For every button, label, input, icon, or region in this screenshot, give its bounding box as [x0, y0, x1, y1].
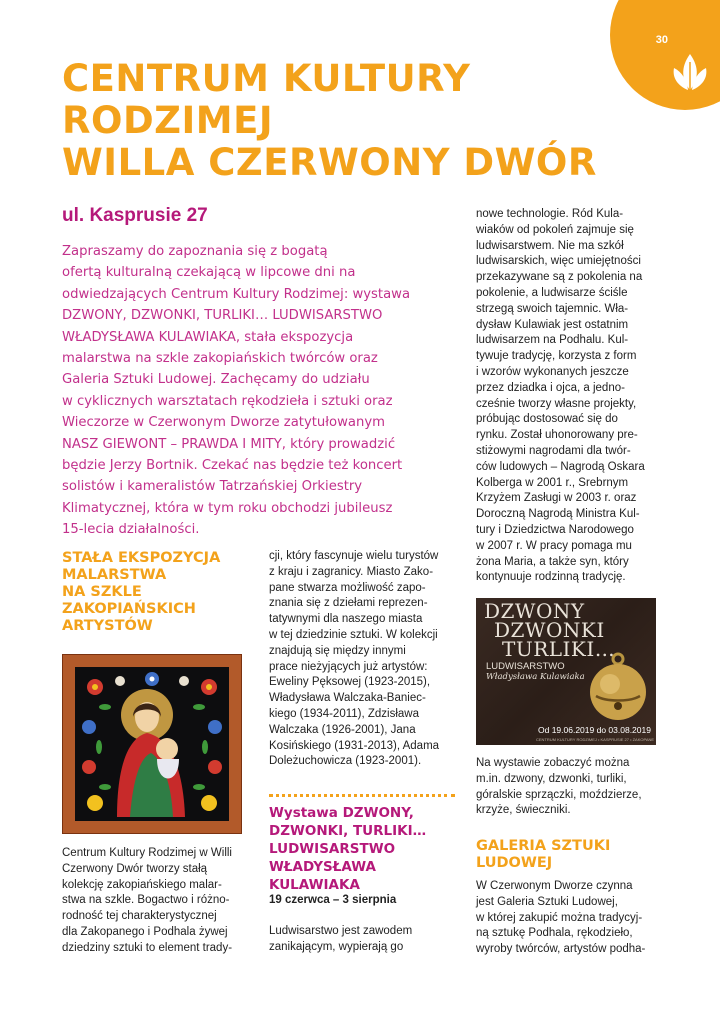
intro-line: DZWONY, DZWONKI, TURLIKI… LUDWISARSTWO — [62, 308, 383, 324]
text-line: ną sztukę Podhala, rękodzieło, — [476, 927, 633, 940]
poster-title-line: TURLIKI… — [502, 637, 616, 661]
intro-line: NASZ GIEWONT – PRAWDA I MITY, który prowadzić — [62, 436, 396, 452]
heading-line: NA SZKLE — [62, 584, 142, 600]
poster-title-line: DZWONKI — [494, 618, 605, 642]
text-line: Krzyżem Zasługi w 2003 r. oraz — [476, 492, 637, 505]
text-line: ludwisarskich, więc umiejętności — [476, 255, 641, 268]
text-line: pane stwarza możliwość zapo- — [269, 581, 426, 594]
heading-line: LUDOWEJ — [476, 855, 553, 871]
text-line: rynku. Został uhonorowany pre- — [476, 429, 638, 442]
intro-line: WŁADYSŁAWA KULAWIAKA, stała ekspozycja — [62, 329, 354, 345]
poster-subtitle-line: LUDWISARSTWO — [486, 661, 565, 672]
text-line: z kraju i zagranicy. Miasto Zako- — [269, 565, 434, 578]
text-line: dziedziny sztuki to element trady- — [62, 941, 233, 954]
text-line: przekazywane są z pokolenia na — [476, 271, 643, 284]
section-heading-gallery — [476, 838, 610, 872]
page-number: 30 — [655, 34, 668, 46]
text-line: stwa na szkle. Bogactwo i różno- — [62, 894, 230, 907]
heading-line: ZAKOPIAŃSKICH — [62, 601, 196, 617]
text-line: znajdują się między innymi — [269, 644, 406, 657]
text-line: Doleżuchowicza (1923-2001). — [269, 755, 422, 768]
page-title — [62, 58, 597, 184]
text-line: kiego (1934-2011), Zdzisława — [269, 707, 420, 720]
heading-line: WŁADYSŁAWA — [269, 859, 376, 875]
column3-text-top — [476, 207, 666, 586]
intro-line: Galeria Sztuki Ludowej. Zachęcamy do udziału — [62, 372, 370, 388]
poster-dates: Od 19.06.2019 do 03.08.2019 — [538, 725, 651, 735]
exhibition-dates: 19 czerwca – 3 sierpnia — [269, 894, 397, 906]
gallery-text — [476, 879, 666, 958]
text-line: w której zakupić można tradycyj- — [476, 911, 643, 924]
intro-line: będzie Jerzy Bortnik. Czekać nas będzie też koncert — [62, 458, 403, 474]
text-line: tury i Dziedzictwa Narodowego — [476, 523, 634, 536]
column3-text-mid — [476, 756, 666, 819]
text-line: ludwisarzem na Podhalu. Kul- — [476, 334, 629, 347]
painting-canvas — [75, 667, 229, 821]
text-line: Ludwisarstwo jest zawodem — [269, 925, 413, 937]
madonna-painting-illustration — [75, 667, 229, 821]
text-line: Eweliny Pęksowej (1923-2015), — [269, 676, 431, 689]
poster-title-line: DZWONY — [484, 599, 585, 623]
exhibition-text — [269, 924, 459, 956]
text-line: Kosińskiego (1931-2013), Adama — [269, 739, 440, 752]
heading-line: Wystawa DZWONY, — [269, 805, 414, 821]
heading-line: KULAWIAKA — [269, 877, 360, 893]
heading-line: GALERIA SZTUKI — [476, 838, 611, 854]
text-line: W Czerwonym Dworze czynna — [476, 880, 633, 892]
text-line: jest Galeria Sztuki Ludowej, — [476, 895, 618, 908]
poster-title — [484, 599, 616, 661]
intro-line: Wieczorze w Czerwonym Dworze zatytułowanym — [62, 415, 385, 431]
text-line: strzegą swoich tajemnic. Wła- — [476, 302, 629, 315]
text-line: żona Maria, a także syn, który — [476, 555, 629, 568]
dotted-divider — [269, 794, 455, 797]
poster-author: Władysława Kulawiaka — [486, 672, 585, 682]
address: ul. Kasprusie 27 — [62, 205, 208, 226]
title-line: RODZIMEJ — [62, 99, 274, 142]
glass-painting-image — [62, 654, 242, 834]
painting-section-text — [62, 846, 252, 957]
text-line: Kolberga w 2001 r., Srebrnym — [476, 476, 629, 489]
text-line: Centrum Kultury Rodzimej w Willi — [62, 847, 232, 859]
text-line: stiżowymi nagrodami dla twór- — [476, 444, 631, 457]
exhibition-poster-image — [476, 598, 656, 745]
text-line: kontynuuje rodzinną tradycję. — [476, 571, 626, 584]
text-line: ludwisarstwem. Nie ma szkół — [476, 239, 624, 252]
text-line: tatywnymi dla naszego miasta — [269, 613, 423, 626]
intro-line: odwiedzających Centrum Kultury Rodzimej: wystawa — [62, 286, 411, 302]
text-line: znania się z dziełami reprezen- — [269, 597, 428, 610]
text-line: m.in. dzwony, dzwonki, turliki, — [476, 772, 627, 785]
text-line: w 2007 r. W pracy pomaga mu — [476, 539, 632, 552]
title-line: CENTRUM KULTURY — [62, 57, 471, 100]
heading-line: LUDWISARSTWO — [269, 841, 396, 857]
intro-line: Zapraszamy do zapoznania się z bogatą — [62, 244, 328, 259]
text-line: cji, który fascynuje wielu turystów — [269, 550, 439, 562]
text-line: Czerwony Dwór tworzy stałą — [62, 862, 208, 875]
text-line: Doroczną Nagrodą Ministra Kul- — [476, 508, 640, 521]
text-line: rodność tej charakterystycznej — [62, 910, 217, 923]
intro-line: 15-lecia działalności. — [62, 522, 200, 538]
text-line: przez dziadka i ojca, a jedno- — [476, 381, 625, 394]
text-line: dysław Kulawiak jest ostatnim — [476, 318, 629, 331]
column2-text — [269, 549, 459, 770]
text-line: zanikającym, wypierają go — [269, 940, 404, 953]
text-line: nowe technologie. Ród Kula- — [476, 208, 624, 220]
text-line: dla Zakopanego i Podhala żywej — [62, 925, 228, 938]
text-line: Walczaka (1926-2001), Jana — [269, 723, 416, 736]
text-line: kolekcję zakopiańskiego malar- — [62, 878, 222, 891]
intro-paragraph — [62, 241, 462, 541]
leaf-icon — [668, 50, 712, 94]
text-line: tywuje tradycję, korzysta z form — [476, 350, 637, 363]
text-line: pokolenie, a ludwisarze ściśle — [476, 286, 628, 299]
poster-subtitle — [486, 661, 585, 683]
text-line: Władysława Walczaka-Baniec- — [269, 692, 426, 705]
poster-footer: CENTRUM KULTURY RODZIMEJ • KASPRUSIE 27 • ZAKOPANE — [536, 737, 655, 742]
intro-line: malarstwa na szkle zakopiańskich twórców oraz — [62, 351, 378, 367]
heading-line: STAŁA EKSPOZYCJA — [62, 550, 221, 566]
text-line: góralskie sprzączki, moździerze, — [476, 788, 642, 801]
text-line: prace nieżyjących już artystów: — [269, 660, 428, 673]
text-line: wyroby twórców, artystów podha- — [476, 943, 646, 956]
heading-line: ARTYSTÓW — [62, 618, 153, 634]
bell-icon — [584, 652, 652, 724]
text-line: próbując dostosować się do — [476, 413, 618, 426]
section-heading-painting — [62, 550, 220, 635]
intro-line: solistów i kameralistów Tatrzańskiej Orkiestry — [62, 479, 363, 495]
text-line: ców ludowych – Nagrodą Oskara — [476, 460, 645, 473]
text-line: wiaków od pokoleń zajmuje się — [476, 223, 634, 236]
title-line: WILLA CZERWONY DWÓR — [62, 141, 597, 184]
text-line: i wzorów wykonanych jeszcze — [476, 365, 629, 378]
intro-line: Klimatycznej, która w tym roku obchodzi jubileusz — [62, 500, 393, 516]
intro-line: w cyklicznych warsztatach rękodzieła i sztuki oraz — [62, 393, 393, 409]
heading-line: MALARSTWA — [62, 567, 167, 583]
text-line: krzyże, świeczniki. — [476, 804, 571, 817]
text-line: w tej dziedzinie sztuki. W kolekcji — [269, 628, 438, 641]
text-line: Na wystawie zobaczyć można — [476, 757, 630, 769]
intro-line: ofertą kulturalną czekającą w lipcowe dni na — [62, 265, 356, 281]
section-heading-exhibition — [269, 804, 426, 894]
heading-line: DZWONKI, TURLIKI… — [269, 823, 427, 839]
text-line: cześnie tworzy własne projekty, — [476, 397, 637, 410]
